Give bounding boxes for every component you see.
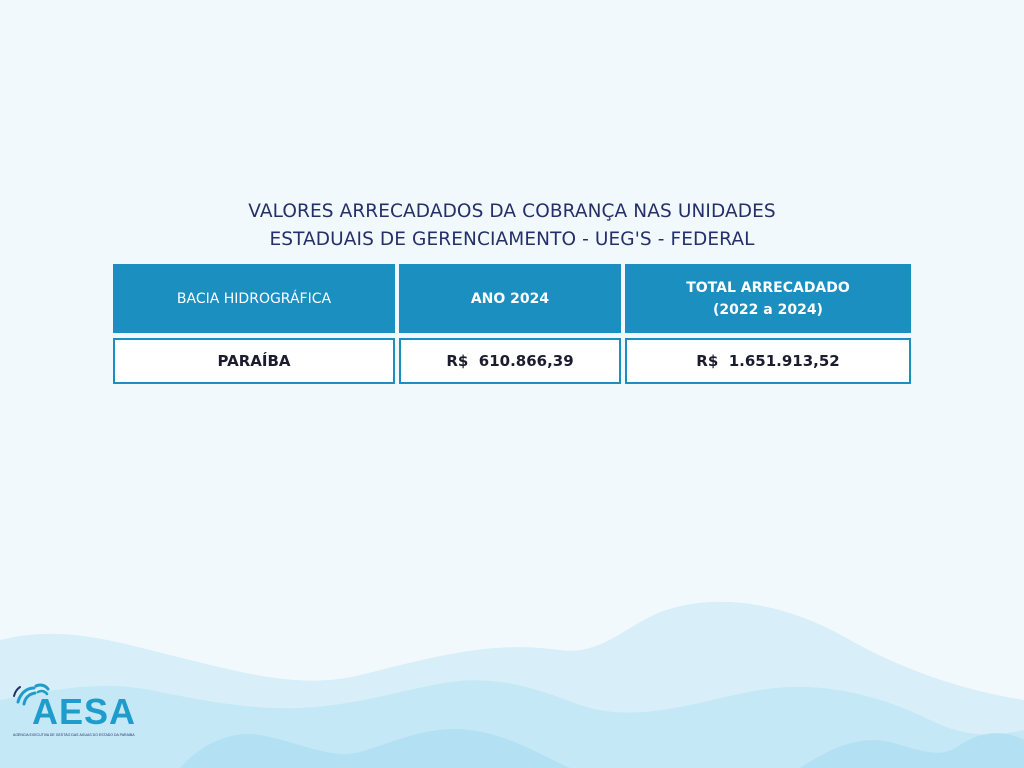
header-basin-label: BACIA HIDROGRÁFICA xyxy=(176,290,332,307)
header-total-line-2: (2022 a 2024) xyxy=(713,301,823,318)
total-value: R$ 1.651.913,52 xyxy=(696,352,840,370)
table-row-total-cell xyxy=(625,338,911,384)
title-line-1: VALORES ARRECADADOS DA COBRANÇA NAS UNIDADES xyxy=(248,201,776,222)
table-row-year-cell xyxy=(399,338,621,384)
page-title xyxy=(112,198,912,254)
table-row-basin-cell xyxy=(113,338,395,384)
header-total-line-1: TOTAL ARRECADADO xyxy=(686,279,850,296)
year-value: R$ 610.866,39 xyxy=(446,352,574,370)
basin-value: PARAÍBA xyxy=(217,352,291,370)
header-total xyxy=(625,264,911,333)
title-line-2: ESTADUAIS DE GERENCIAMENTO - UEG'S - FEDERAL xyxy=(269,229,755,250)
header-year xyxy=(399,264,621,333)
header-basin xyxy=(113,264,395,333)
header-year-label: ANO 2024 xyxy=(470,290,550,307)
aesa-logo-text: AESA xyxy=(32,691,137,732)
aesa-logo-subtitle: AGÊNCIA EXECUTIVA DE GESTÃO DAS ÁGUAS DO ESTADO DA PARAÍBA xyxy=(13,733,135,737)
